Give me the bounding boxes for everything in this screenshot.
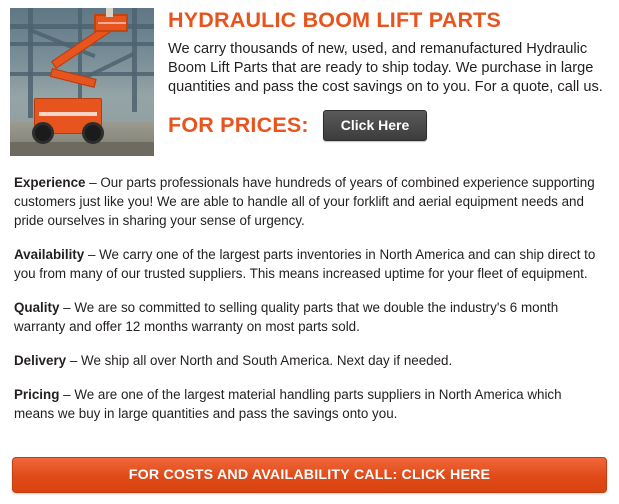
section-quality — [14, 298, 605, 336]
lift-wheel — [32, 122, 54, 144]
section-dash: – — [87, 247, 96, 263]
section-experience — [14, 173, 605, 230]
intro-paragraph: We carry thousands of new, used, and remanufactured Hydraulic Boom Lift Parts that are ready to ship today. We purchase in large quantities and pass the cost savings on to you. For a quote, call us. — [168, 40, 603, 96]
cta-label: FOR COSTS AND AVAILABILITY CALL: CLICK HERE — [128, 467, 491, 483]
section-dash: – — [63, 300, 71, 316]
section-heading: Experience — [14, 175, 86, 190]
steel-column — [78, 8, 82, 108]
boom-lift-photo — [10, 8, 154, 156]
header-text-block — [154, 8, 609, 141]
header-section — [0, 0, 619, 156]
lift-wheel — [82, 122, 104, 144]
section-delivery — [14, 351, 605, 370]
cta-call-bar[interactable] — [12, 457, 607, 493]
steel-column — [132, 8, 137, 112]
for-prices-label: FOR PRICES: — [168, 112, 309, 137]
click-here-button[interactable]: Click Here — [323, 110, 427, 141]
section-text: We carry one of the largest parts inventories in North America and can ship direct to you from many of our trusted suppliers. This means increased uptime for your fleet of equipment. — [14, 247, 596, 282]
body-copy — [0, 156, 619, 423]
section-heading: Quality — [14, 300, 60, 316]
chassis-stripe — [39, 112, 97, 116]
section-availability — [14, 245, 605, 283]
section-text: We are one of the largest material handling parts suppliers in North America which means we buy in large quantities and pass the savings onto you. — [14, 387, 562, 422]
section-dash: – — [63, 387, 71, 403]
prices-row — [168, 110, 609, 141]
section-text: We ship all over North and South America. Next day if needed. — [81, 353, 453, 369]
section-heading: Delivery — [14, 353, 67, 369]
page-title: HYDRAULIC BOOM LIFT PARTS — [168, 8, 502, 32]
section-heading: Pricing — [14, 387, 60, 403]
dirt-strip — [10, 142, 154, 156]
section-text: We are so committed to selling quality parts that we double the industry's 6 month warranty and offer 12 months warranty on most parts sold. — [14, 300, 559, 335]
section-dash: – — [69, 353, 78, 369]
operator-figure — [106, 8, 113, 17]
section-pricing — [14, 385, 605, 423]
section-text: Our parts professionals have hundreds of years of combined experience supporting customers just like you! We are able to handle all of your forklift and aerial equipment needs and pride ourselves in sharing your sense of urgency. — [14, 175, 595, 229]
basket-rail — [98, 22, 126, 24]
section-heading: Availability — [14, 247, 85, 263]
steel-column — [28, 8, 33, 118]
section-dash: – — [89, 175, 97, 190]
